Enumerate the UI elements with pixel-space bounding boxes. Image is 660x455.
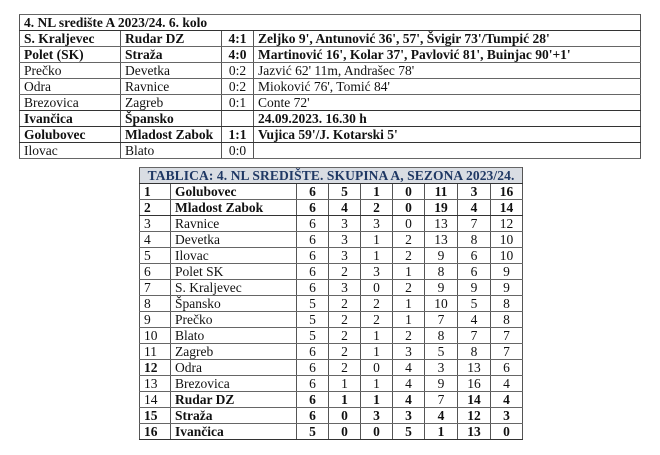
away-team: Špansko [121, 111, 222, 127]
home-team: Ilovac [20, 143, 121, 159]
goals-for: 1 [425, 424, 458, 440]
match-score: 1:1 [222, 127, 254, 143]
played: 6 [297, 184, 329, 200]
team-name: Brezovica [171, 376, 297, 392]
team-name: S. Kraljevec [171, 280, 297, 296]
played: 6 [297, 344, 329, 360]
match-scorers: Vujica 59'/J. Kotarski 5' [254, 127, 641, 143]
played: 6 [297, 248, 329, 264]
team-name: Rudar DZ [171, 392, 297, 408]
team-name: Straža [171, 408, 297, 424]
played: 5 [297, 328, 329, 344]
lost: 2 [393, 232, 425, 248]
points: 4 [491, 392, 523, 408]
won: 3 [329, 232, 361, 248]
drawn: 1 [361, 376, 393, 392]
match-row [20, 31, 641, 47]
points: 10 [491, 248, 523, 264]
drawn: 1 [361, 232, 393, 248]
standings-row [140, 232, 523, 248]
lost: 4 [393, 392, 425, 408]
points: 6 [491, 360, 523, 376]
won: 1 [329, 392, 361, 408]
team-name: Blato [171, 328, 297, 344]
match-row [20, 63, 641, 79]
rank: 4 [140, 232, 171, 248]
away-team: Ravnice [121, 79, 222, 95]
match-results-table [19, 14, 641, 159]
match-row [20, 111, 641, 127]
drawn: 2 [361, 312, 393, 328]
rank: 3 [140, 216, 171, 232]
points: 14 [491, 200, 523, 216]
lost: 1 [393, 312, 425, 328]
won: 2 [329, 344, 361, 360]
points: 3 [491, 408, 523, 424]
match-score [222, 111, 254, 127]
away-team: Straža [121, 47, 222, 63]
rank: 10 [140, 328, 171, 344]
match-row [20, 127, 641, 143]
rank: 12 [140, 360, 171, 376]
won: 2 [329, 264, 361, 280]
away-team: Rudar DZ [121, 31, 222, 47]
away-team: Blato [121, 143, 222, 159]
goals-for: 8 [425, 264, 458, 280]
played: 6 [297, 408, 329, 424]
drawn: 3 [361, 264, 393, 280]
goals-for: 5 [425, 344, 458, 360]
rank: 2 [140, 200, 171, 216]
won: 3 [329, 280, 361, 296]
standings-row [140, 408, 523, 424]
match-row [20, 95, 641, 111]
lost: 0 [393, 216, 425, 232]
played: 6 [297, 376, 329, 392]
match-scorers: Martinović 16', Kolar 37', Pavlović 81', Buinjac 90'+1' [254, 47, 641, 63]
standings-title: TABLICA: 4. NL SREDIŠTE. SKUPINA A, SEZONA 2023/24. [140, 168, 523, 184]
standings-row [140, 376, 523, 392]
match-score: 0:2 [222, 79, 254, 95]
goals-against: 7 [458, 328, 491, 344]
drawn: 1 [361, 248, 393, 264]
played: 6 [297, 200, 329, 216]
goals-for: 4 [425, 408, 458, 424]
standings-row [140, 344, 523, 360]
home-team: Brezovica [20, 95, 121, 111]
match-row [20, 47, 641, 63]
match-score: 4:0 [222, 47, 254, 63]
lost: 4 [393, 376, 425, 392]
goals-for: 13 [425, 232, 458, 248]
drawn: 2 [361, 200, 393, 216]
home-team: Prečko [20, 63, 121, 79]
standings-row [140, 328, 523, 344]
home-team: Odra [20, 79, 121, 95]
away-team: Devetka [121, 63, 222, 79]
team-name: Zagreb [171, 344, 297, 360]
goals-against: 4 [458, 200, 491, 216]
standings-row [140, 296, 523, 312]
goals-against: 12 [458, 408, 491, 424]
goals-against: 3 [458, 184, 491, 200]
points: 16 [491, 184, 523, 200]
goals-against: 6 [458, 248, 491, 264]
match-score: 0:1 [222, 95, 254, 111]
points: 8 [491, 312, 523, 328]
goals-for: 8 [425, 328, 458, 344]
won: 4 [329, 200, 361, 216]
lost: 3 [393, 408, 425, 424]
goals-against: 16 [458, 376, 491, 392]
points: 7 [491, 344, 523, 360]
won: 1 [329, 376, 361, 392]
drawn: 2 [361, 296, 393, 312]
lost: 2 [393, 248, 425, 264]
team-name: Golubovec [171, 184, 297, 200]
goals-against: 7 [458, 216, 491, 232]
rank: 16 [140, 424, 171, 440]
drawn: 3 [361, 216, 393, 232]
drawn: 1 [361, 392, 393, 408]
points: 0 [491, 424, 523, 440]
results-title: 4. NL središte A 2023/24. 6. kolo [20, 15, 641, 31]
home-team: Golubovec [20, 127, 121, 143]
team-name: Prečko [171, 312, 297, 328]
rank: 11 [140, 344, 171, 360]
lost: 2 [393, 280, 425, 296]
lost: 0 [393, 184, 425, 200]
won: 2 [329, 360, 361, 376]
match-scorers [254, 143, 641, 159]
goals-against: 13 [458, 360, 491, 376]
rank: 14 [140, 392, 171, 408]
standings-row [140, 248, 523, 264]
standings-table [139, 167, 523, 440]
match-scorers: Conte 72' [254, 95, 641, 111]
team-name: Ravnice [171, 216, 297, 232]
lost: 1 [393, 296, 425, 312]
goals-for: 9 [425, 280, 458, 296]
standings-row [140, 184, 523, 200]
lost: 4 [393, 360, 425, 376]
played: 6 [297, 232, 329, 248]
team-name: Odra [171, 360, 297, 376]
drawn: 1 [361, 328, 393, 344]
match-row [20, 143, 641, 159]
match-scorers: Mioković 76', Tomić 84' [254, 79, 641, 95]
drawn: 1 [361, 344, 393, 360]
standings-row [140, 200, 523, 216]
won: 0 [329, 424, 361, 440]
lost: 0 [393, 200, 425, 216]
goals-for: 7 [425, 392, 458, 408]
match-score: 0:2 [222, 63, 254, 79]
points: 8 [491, 296, 523, 312]
points: 9 [491, 280, 523, 296]
home-team: Ivančica [20, 111, 121, 127]
played: 6 [297, 392, 329, 408]
team-name: Špansko [171, 296, 297, 312]
team-name: Ivančica [171, 424, 297, 440]
team-name: Polet SK [171, 264, 297, 280]
results-title-row [20, 15, 641, 31]
played: 5 [297, 424, 329, 440]
goals-for: 9 [425, 248, 458, 264]
goals-for: 10 [425, 296, 458, 312]
standings-row [140, 312, 523, 328]
home-team: S. Kraljevec [20, 31, 121, 47]
goals-against: 9 [458, 280, 491, 296]
match-scorers: Jazvić 62' 11m, Andrašec 78' [254, 63, 641, 79]
goals-against: 14 [458, 392, 491, 408]
rank: 15 [140, 408, 171, 424]
played: 6 [297, 280, 329, 296]
away-team: Mladost Zabok [121, 127, 222, 143]
rank: 9 [140, 312, 171, 328]
lost: 1 [393, 264, 425, 280]
goals-for: 3 [425, 360, 458, 376]
goals-against: 5 [458, 296, 491, 312]
drawn: 1 [361, 184, 393, 200]
goals-for: 13 [425, 216, 458, 232]
drawn: 0 [361, 280, 393, 296]
won: 2 [329, 312, 361, 328]
team-name: Devetka [171, 232, 297, 248]
goals-against: 4 [458, 312, 491, 328]
goals-against: 8 [458, 344, 491, 360]
away-team: Zagreb [121, 95, 222, 111]
goals-for: 19 [425, 200, 458, 216]
points: 10 [491, 232, 523, 248]
standings-header-row [140, 168, 523, 184]
match-score: 0:0 [222, 143, 254, 159]
rank: 1 [140, 184, 171, 200]
points: 12 [491, 216, 523, 232]
played: 5 [297, 296, 329, 312]
played: 5 [297, 312, 329, 328]
goals-against: 13 [458, 424, 491, 440]
goals-against: 6 [458, 264, 491, 280]
team-name: Mladost Zabok [171, 200, 297, 216]
standings-row [140, 392, 523, 408]
lost: 5 [393, 424, 425, 440]
won: 3 [329, 248, 361, 264]
standings-row [140, 424, 523, 440]
standings-row [140, 264, 523, 280]
lost: 2 [393, 328, 425, 344]
won: 3 [329, 216, 361, 232]
rank: 13 [140, 376, 171, 392]
rank: 5 [140, 248, 171, 264]
won: 5 [329, 184, 361, 200]
goals-for: 7 [425, 312, 458, 328]
team-name: Ilovac [171, 248, 297, 264]
drawn: 3 [361, 408, 393, 424]
drawn: 0 [361, 424, 393, 440]
match-scorers: Zeljko 9', Antunović 36', 57', Švigir 73'/Tumpić 28' [254, 31, 641, 47]
match-date: 24.09.2023. 16.30 h [254, 111, 641, 127]
played: 6 [297, 216, 329, 232]
drawn: 0 [361, 360, 393, 376]
won: 0 [329, 408, 361, 424]
points: 4 [491, 376, 523, 392]
goals-for: 9 [425, 376, 458, 392]
standings-row [140, 360, 523, 376]
won: 2 [329, 328, 361, 344]
won: 2 [329, 296, 361, 312]
rank: 7 [140, 280, 171, 296]
goals-against: 8 [458, 232, 491, 248]
points: 9 [491, 264, 523, 280]
match-score: 4:1 [222, 31, 254, 47]
rank: 8 [140, 296, 171, 312]
points: 7 [491, 328, 523, 344]
standings-row [140, 280, 523, 296]
lost: 3 [393, 344, 425, 360]
played: 6 [297, 264, 329, 280]
rank: 6 [140, 264, 171, 280]
home-team: Polet (SK) [20, 47, 121, 63]
match-row [20, 79, 641, 95]
played: 6 [297, 360, 329, 376]
goals-for: 11 [425, 184, 458, 200]
standings-row [140, 216, 523, 232]
